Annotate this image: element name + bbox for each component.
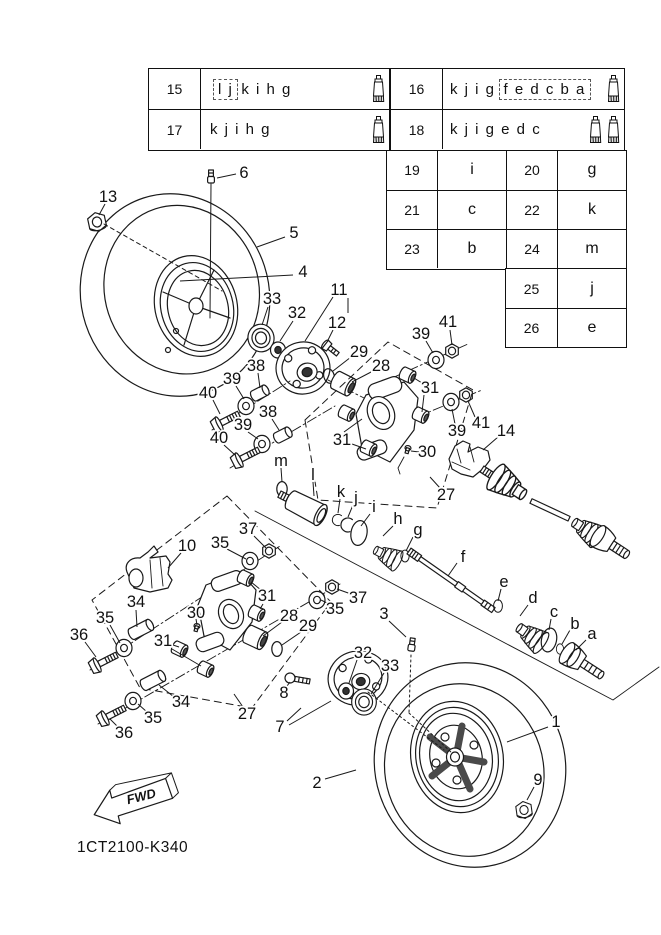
callout-11: 11 [330, 281, 348, 299]
legend-block-left [148, 68, 390, 151]
ref-number: 19 [404, 162, 420, 178]
legend-grid-row [506, 308, 626, 347]
legend-grid-row [387, 229, 626, 268]
callout-39: 39 [222, 370, 242, 388]
callout-35: 35 [95, 609, 115, 627]
grease-nipple-30a [404, 445, 412, 454]
ring-e [494, 600, 503, 613]
nut-41a [446, 344, 459, 358]
nut-37b [326, 580, 339, 594]
callout-d: d [528, 589, 538, 607]
callout-a: a [587, 625, 597, 643]
ref-letter: c [437, 191, 506, 229]
callout-l: l [311, 466, 315, 484]
ref-letter: j [557, 269, 626, 308]
legend-grid-upper [386, 150, 627, 270]
callout-c: c [549, 603, 559, 621]
callout-35: 35 [325, 600, 345, 618]
leader-line-l [313, 482, 314, 496]
legend-row-16 [391, 69, 624, 109]
collar-34a [127, 618, 156, 640]
legend-row-number: 16 [391, 69, 443, 109]
leader-line-36 [85, 642, 96, 657]
legend-row-15 [149, 69, 389, 109]
callout-39: 39 [411, 325, 431, 343]
callout-31: 31 [420, 379, 440, 397]
callout-k: k [336, 483, 346, 501]
callout-29: 29 [349, 343, 369, 361]
legend-row-number: 17 [149, 110, 201, 149]
callout-7: 7 [275, 718, 285, 736]
callout-3: 3 [379, 605, 389, 623]
lower-knuckle-assembly [87, 496, 340, 728]
grease-tube-icon [606, 75, 621, 103]
callout-h: h [393, 510, 403, 528]
ref-letter: m [557, 230, 626, 268]
leader-line-35 [227, 549, 246, 559]
callout-31: 31 [153, 632, 173, 650]
ref-number: 26 [523, 320, 540, 336]
shaft-f [407, 548, 495, 613]
callout-38: 38 [246, 357, 266, 375]
ref-number: 22 [506, 191, 557, 229]
leader-line-40 [213, 400, 220, 414]
callout-37: 37 [348, 589, 368, 607]
leader-line-32 [280, 321, 293, 341]
callout-5: 5 [289, 224, 299, 242]
inner-joint-l [274, 484, 330, 528]
callout-27: 27 [237, 705, 257, 723]
grease-tube-icon [371, 116, 386, 144]
callout-37: 37 [238, 520, 258, 538]
callout-35: 35 [143, 709, 163, 727]
callout-i: i [372, 498, 376, 516]
callout-1: 1 [551, 713, 561, 731]
band-i [349, 519, 369, 546]
leader-line-14 [483, 437, 498, 450]
legend-row-number: 15 [149, 69, 201, 109]
callout-f: f [460, 548, 466, 566]
grease-tubes [371, 116, 386, 144]
callout-31: 31 [332, 431, 352, 449]
ref-number: 20 [506, 151, 557, 190]
boxed-letters: l j [213, 79, 238, 100]
callout-12: 12 [327, 314, 347, 332]
callout-28: 28 [279, 607, 299, 625]
callout-10: 10 [177, 537, 197, 555]
callout-j: j [354, 489, 358, 507]
leader-line-3 [389, 621, 406, 637]
legend-row-18 [391, 109, 624, 149]
bushing-31h [196, 660, 216, 678]
leader-line-38 [258, 373, 260, 388]
outer-joint-a [556, 640, 609, 686]
leader-line-d [520, 605, 528, 616]
washer-35b [116, 639, 132, 656]
valve-stem-3 [408, 638, 417, 652]
callout-29: 29 [298, 617, 318, 635]
leader-line-j [348, 505, 353, 517]
ref-letter: g [557, 151, 626, 190]
leader-line-6 [217, 174, 236, 178]
callout-36: 36 [69, 626, 89, 644]
callout-41: 41 [438, 313, 458, 331]
ref-letter: b [437, 230, 506, 268]
boot-h [369, 540, 405, 573]
callout-2: 2 [312, 774, 322, 792]
legend-grid-row [387, 190, 626, 229]
callout-m: m [274, 452, 288, 470]
callout-27: 27 [436, 486, 456, 504]
callout-32: 32 [353, 644, 373, 662]
callout-39: 39 [233, 416, 253, 434]
ref-letter: i [437, 151, 506, 190]
leader-line-f [448, 563, 457, 576]
cv-axle-assembled [480, 462, 635, 566]
callout-33: 33 [380, 657, 400, 675]
legend-row-number: 18 [391, 110, 443, 149]
letters: k i h g [241, 80, 292, 98]
leader-line-5 [257, 237, 285, 247]
leader-line-29 [333, 357, 351, 371]
ref-number: 24 [506, 230, 557, 268]
ref-number: 21 [404, 201, 420, 218]
washer-35a [242, 552, 258, 569]
ref-number: 25 [523, 280, 540, 297]
washer-35d [309, 591, 325, 608]
callout-40: 40 [209, 429, 229, 447]
callout-4: 4 [298, 263, 308, 281]
leader-line-35 [110, 625, 120, 643]
leader-line-b [562, 630, 570, 644]
callout-33: 33 [262, 290, 282, 308]
callout-30: 30 [186, 604, 206, 622]
washer-35c [125, 692, 141, 709]
fwd-label: FWD [124, 785, 158, 808]
leader-line-34 [136, 610, 137, 627]
grease-tubes [588, 116, 621, 144]
grease-tubes [371, 75, 386, 103]
callout-14: 14 [496, 422, 516, 440]
legend-block-right [390, 68, 625, 151]
callout-6: 6 [239, 164, 249, 182]
callout-34: 34 [126, 593, 146, 611]
washer-39d [443, 393, 459, 410]
leader-line-41 [450, 330, 452, 345]
grease-tubes [606, 75, 621, 103]
letters: k j i g [450, 80, 496, 98]
callout-g: g [413, 521, 423, 539]
callout-35: 35 [210, 534, 230, 552]
legend-grid-row [387, 151, 626, 190]
callout-40: 40 [198, 384, 218, 402]
diagram-part-code: 1CT2100-K340 [77, 839, 189, 856]
leader-line-10 [168, 553, 181, 568]
wheel-bearing-33b [352, 689, 377, 715]
callout-41: 41 [471, 414, 491, 432]
fwd-direction-arrow [88, 770, 182, 829]
ref-letter: e [557, 309, 626, 347]
ref-letter: k [557, 191, 626, 229]
ref-number: 23 [404, 240, 420, 257]
callout-8: 8 [279, 684, 289, 702]
leader-line-h [383, 526, 393, 536]
brake-hose-bracket-10 [126, 546, 172, 592]
letters: k j i g e d c [450, 121, 542, 138]
bolt-40b [229, 443, 262, 470]
callout-36: 36 [114, 724, 134, 742]
callout-30: 30 [417, 443, 437, 461]
callout-9: 9 [533, 771, 543, 789]
spacer-32b [339, 683, 354, 699]
legend-grid-lower [505, 268, 627, 348]
callout-b: b [570, 615, 580, 633]
clip-k [331, 513, 341, 526]
legend-grid-row [506, 269, 626, 308]
bushing-31c [337, 404, 357, 422]
collar-38b [272, 426, 294, 444]
legend-row-17 [149, 109, 389, 149]
leader-line-28 [352, 371, 373, 382]
callout-e: e [499, 573, 509, 591]
oring-29b [272, 642, 282, 657]
clip-j [340, 517, 353, 533]
callout-38: 38 [258, 403, 278, 421]
letters: k j i h g [210, 121, 272, 138]
boxed-letters: f e d c b a [499, 79, 591, 100]
grease-tube-icon [588, 116, 603, 144]
callout-32: 32 [287, 304, 307, 322]
grease-tube-icon [606, 116, 621, 144]
leader-line-2 [325, 770, 356, 779]
lower-hub-group [284, 645, 393, 715]
callout-39: 39 [447, 422, 467, 440]
grease-tube-icon [371, 75, 386, 103]
washer-39a [238, 397, 254, 414]
callout-34: 34 [171, 693, 191, 711]
callout-31: 31 [257, 587, 277, 605]
callout-28: 28 [371, 357, 391, 375]
callout-13: 13 [98, 188, 118, 206]
leader-line-m [281, 468, 282, 482]
